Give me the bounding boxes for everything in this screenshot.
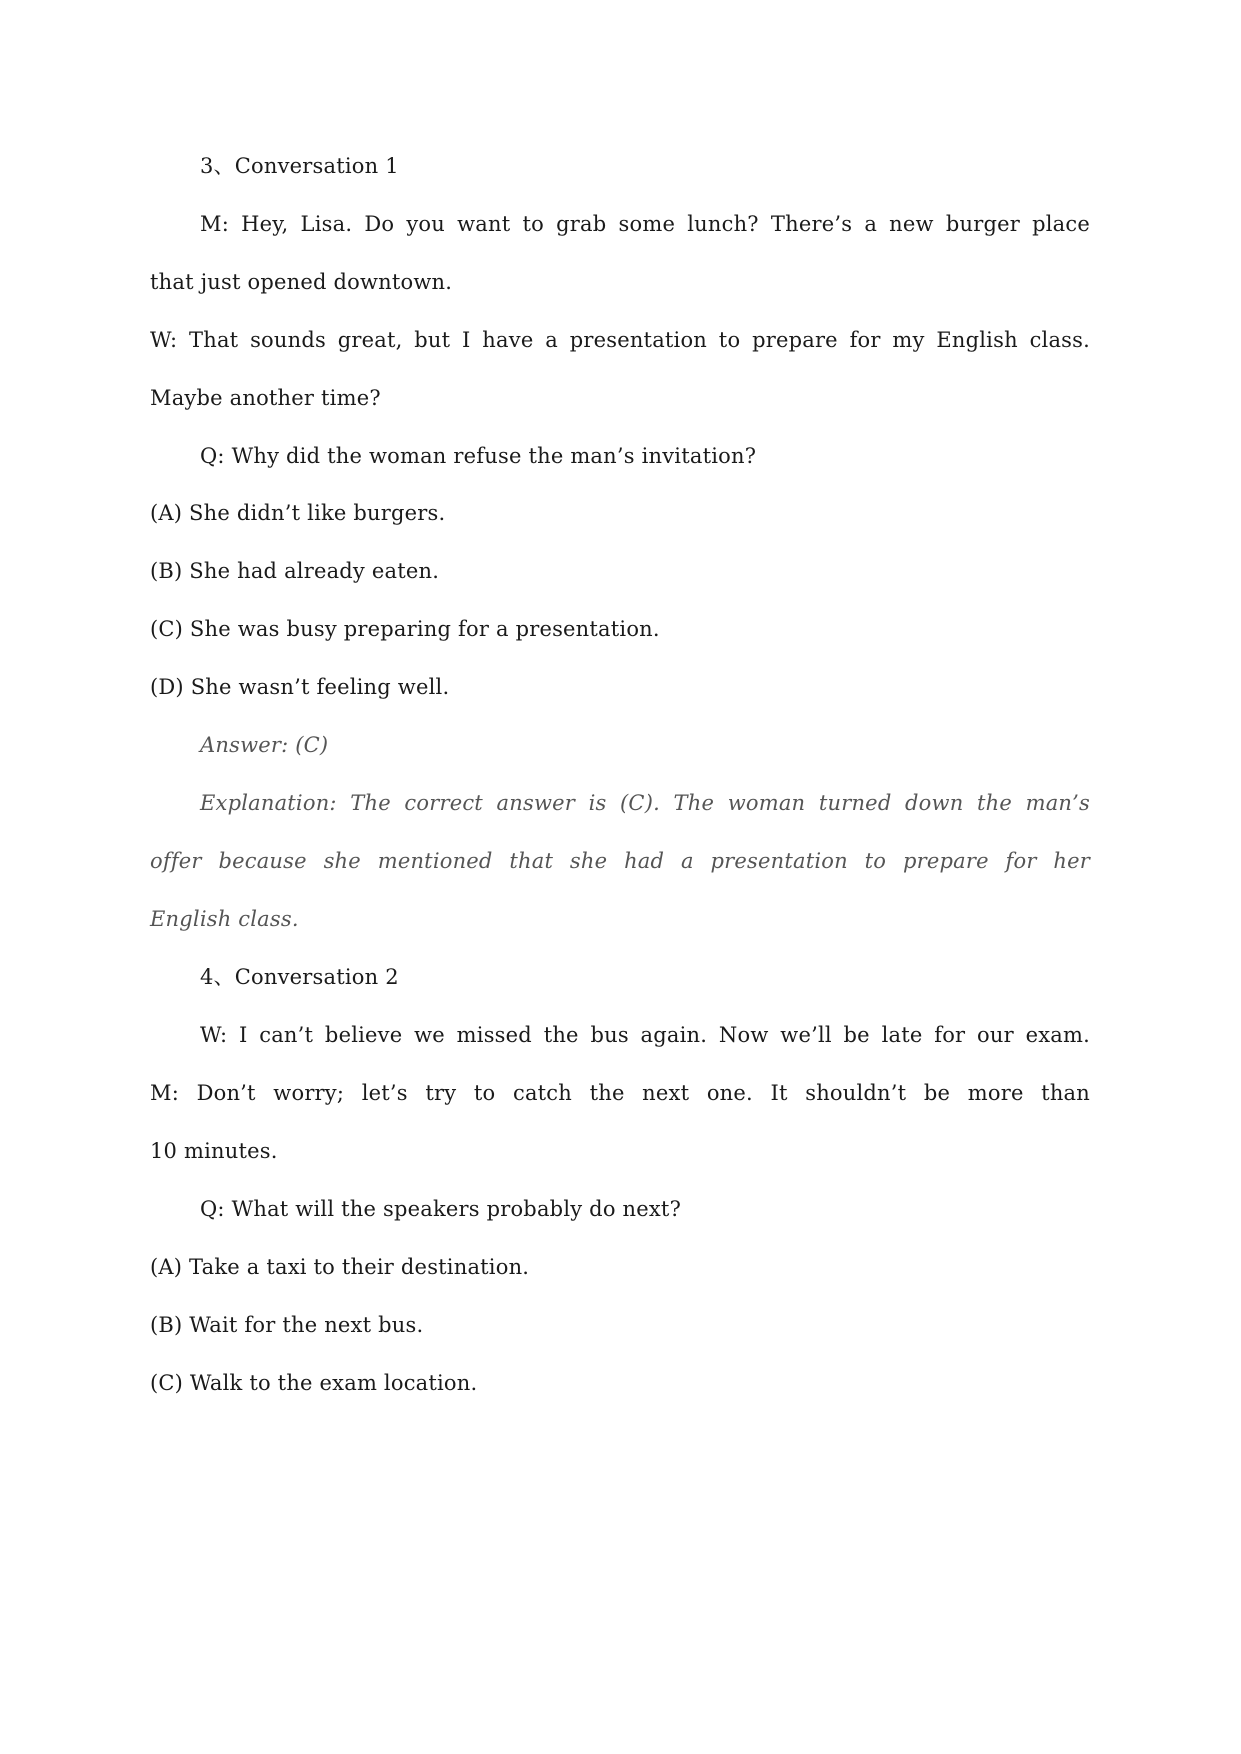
explanation-line-2: offer because she mentioned that she had a presentation to prepare for her [150,849,1090,873]
option-c-2: (C) Walk to the exam location. [150,1371,478,1395]
man-line-conv2-2: 10 minutes. [150,1139,278,1163]
section-heading-conversation-2: 4、Conversation 2 [200,965,399,989]
question-1: Q: Why did the woman refuse the man’s invitation? [200,444,757,468]
explanation-line-1: Explanation: The correct answer is (C). The woman turned down the man’s [200,791,1090,815]
option-b-1: (B) She had already eaten. [150,559,440,583]
man-line-conv2-1: M: Don’t worry; let’s try to catch the next one. It shouldn’t be more than [150,1081,1090,1105]
woman-line-conv2: W: I can’t believe we missed the bus again. Now we’ll be late for our exam. [200,1023,1090,1047]
question-2: Q: What will the speakers probably do next? [200,1197,682,1221]
answer-1: Answer: (C) [200,733,329,757]
man-line-1: M: Hey, Lisa. Do you want to grab some lunch? There’s a new burger place [200,212,1090,236]
option-b-2: (B) Wait for the next bus. [150,1313,424,1337]
explanation-line-3: English class. [150,907,299,931]
woman-line-2: Maybe another time? [150,386,381,410]
woman-line-1: W: That sounds great, but I have a presentation to prepare for my English class. [150,328,1090,352]
option-a-2: (A) Take a taxi to their destination. [150,1255,530,1279]
section-heading-conversation-1: 3、Conversation 1 [200,154,399,178]
option-a-1: (A) She didn’t like burgers. [150,501,446,525]
option-c-1: (C) She was busy preparing for a presentation. [150,617,660,641]
option-d-1: (D) She wasn’t feeling well. [150,675,450,699]
man-line-2: that just opened downtown. [150,270,453,294]
